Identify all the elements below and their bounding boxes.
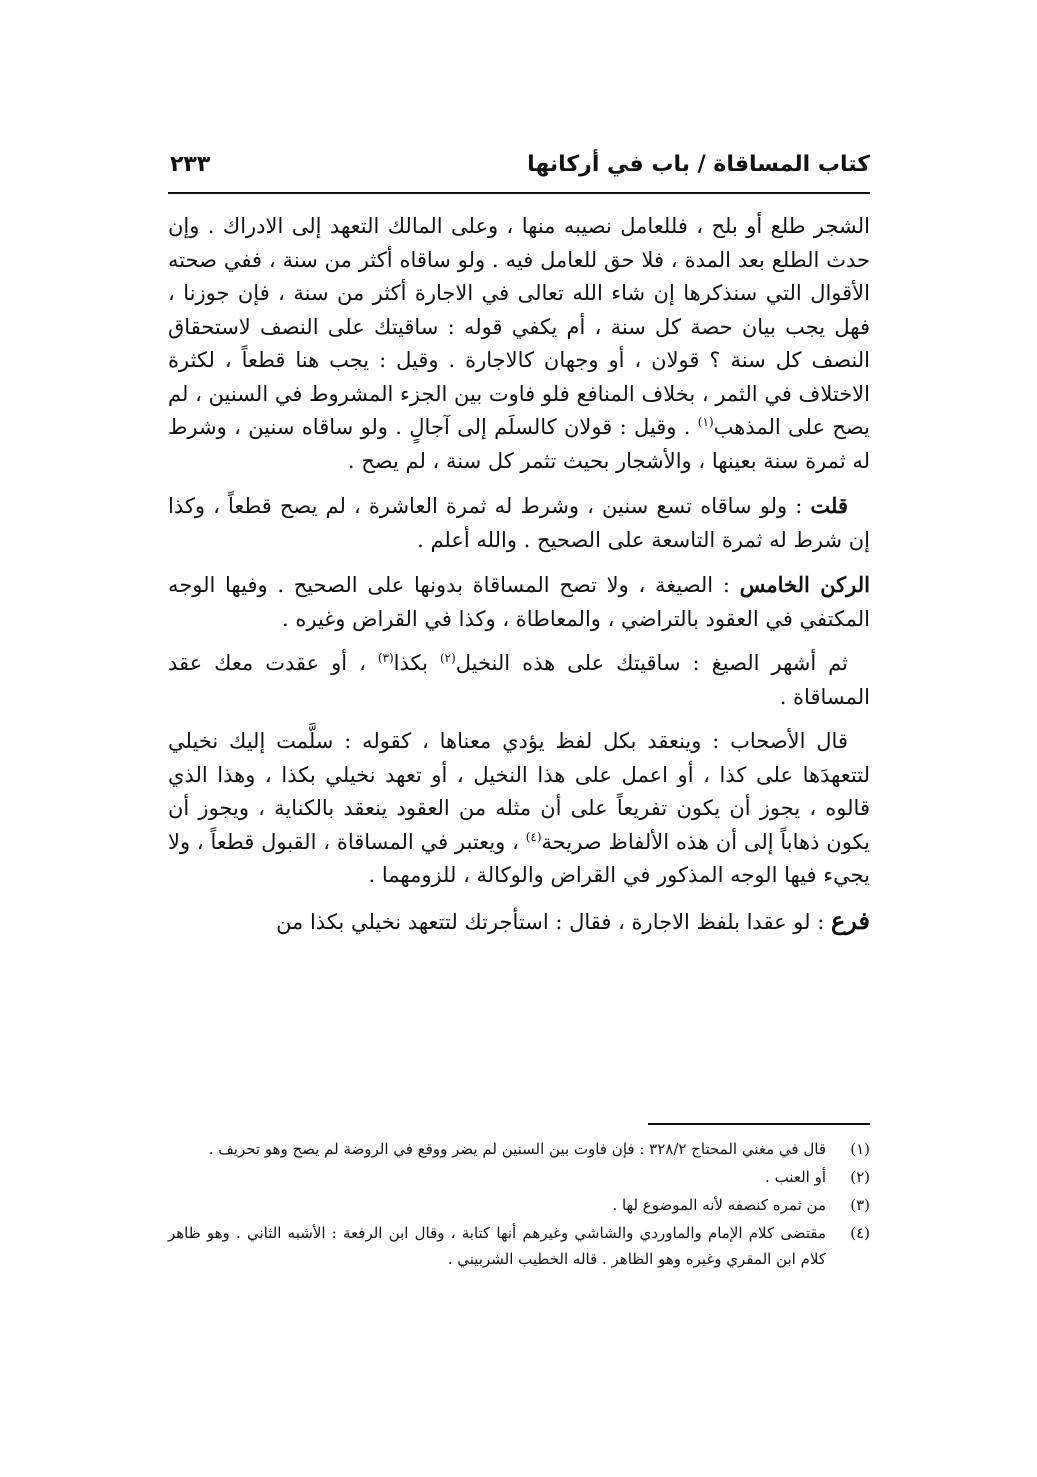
footnote-ref-2: (٢) bbox=[439, 651, 456, 665]
footnote-2 bbox=[168, 1164, 870, 1190]
footnote-1 bbox=[168, 1136, 870, 1162]
footnote-number: (٢) bbox=[850, 1168, 870, 1186]
paragraph-2: قلت : ولو ساقاه تسع سنين ، وشرط له ثمرة العاشرة ، لم يصح قطعاً ، وكذا إن شرط له ثمرة التاسعة على الصحيح . والله أعلم . bbox=[168, 493, 870, 552]
header-rule bbox=[168, 192, 870, 194]
header-title: كتاب المساقاة / باب في أركانها bbox=[527, 152, 870, 177]
paragraph-3: الركن الخامس : الصيغة ، ولا تصح المساقاة بدونها على الصحيح . وفيها الوجه المكتفي في العقود بالتراضي ، والمعاطاة ، وكذا في القراض وغيره . bbox=[168, 572, 870, 631]
paragraph-6-lead: فرع bbox=[830, 905, 870, 935]
footnote-number: (١) bbox=[850, 1140, 870, 1158]
footnotes bbox=[168, 1136, 870, 1274]
footnote-3 bbox=[168, 1192, 870, 1218]
main-text bbox=[168, 210, 870, 950]
paragraph-4: ثم أشهر الصيغ : ساقيتك على هذه النخيل$^{(٢)}$ بكذا$^{(٣)}$ ، أو عقدت معك عقد المساقاة . bbox=[168, 651, 870, 709]
footnote-ref-1: (١) bbox=[697, 415, 714, 429]
paragraph-3-lead: الركن الخامس bbox=[739, 572, 870, 597]
paragraph-2-lead: قلت bbox=[810, 493, 848, 518]
footnote-text: أو العنب . bbox=[765, 1168, 826, 1186]
footnote-text: قال في مغني المحتاج ٣٢٨/٢ : فإن فاوت بين السنين لم يضر ووقع في الروضة لم يصح وهو تحريف . bbox=[208, 1140, 826, 1158]
footnote-ref-3: (٣) bbox=[377, 651, 394, 665]
footnote-rule bbox=[648, 1123, 870, 1125]
footnote-number: (٣) bbox=[850, 1196, 870, 1214]
running-header bbox=[168, 150, 870, 190]
footnote-number: (٤) bbox=[850, 1224, 870, 1242]
footnote-4 bbox=[168, 1220, 870, 1272]
paragraph-1: الشجر طلع أو بلح ، فللعامل نصيبه منها ، وعلى المالك التعهد إلى الادراك . وإن حدث الطلع بعد المدة ، فلا حق للعامل فيه . ولو ساقاه أكثر من سنة ، ففي صحته الأقوال التي سنذكرها إن شاء الله تعالى في الاجارة أكثر من سنة ، فإن جوزنا ، فهل يجب بيان حصة كل سنة ، أم يكفي قوله : ساقيتك على النصف لاستحقاق النصف كل سنة ؟ قولان ، أو وجهان كالاجارة . وقيل : يجب هنا قطعاً ، لكثرة الاختلاف في الثمر ، بخلاف المنافع فلو فاوت بين الجزء المشروط في السنين ، لم يصح على المذهب$^{(١)}$ . وقيل : قولان كالسلَم إلى آجالٍ . ولو ساقاه سنين ، وشرط له ثمرة سنة بعينها ، والأشجار بحيث تثمر كل سنة ، لم يصح . bbox=[168, 214, 870, 473]
paragraph-6: فرع : لو عقدا بلفظ الاجارة ، فقال : استأجرتك لتتعهد نخيلي بكذا من bbox=[276, 905, 870, 935]
footnote-text: من ثمره كنصفه لأنه الموضوع لها . bbox=[612, 1196, 826, 1214]
footnote-ref-4: (٤) bbox=[525, 829, 542, 844]
paragraph-5: قال الأصحاب : وينعقد بكل لفظ يؤدي معناها ، كقوله : سلَّمت إليك نخيلي لتتعهدَها على كذا ، أو اعمل على هذا النخيل ، أو تعهد نخيلي بكذا ، وهذا الذي قالوه ، يجوز أن يكون تفريعاً على أن مثله من العقود ينعقد بالكناية ، ويجوز أن يكون ذهاباً إلى أن هذه الألفاظ صريحة$^{(٤)}$ ، ويعتبر في المساقاة ، القبول قطعاً ، ولا يجيء فيها الوجه المذكور في القراض والوكالة ، للزومهما . bbox=[168, 729, 870, 887]
footnote-text: مقتضى كلام الإمام والماوردي والشاشي وغيرهم أنها كتابة ، وقال ابن الرفعة : الأشبه الثاني . وهو ظاهر كلام ابن المقري وغيره وهو الظاهر . قاله الخطيب الشربيني . bbox=[168, 1224, 826, 1268]
page-number: ٢٣٣ bbox=[170, 152, 211, 177]
